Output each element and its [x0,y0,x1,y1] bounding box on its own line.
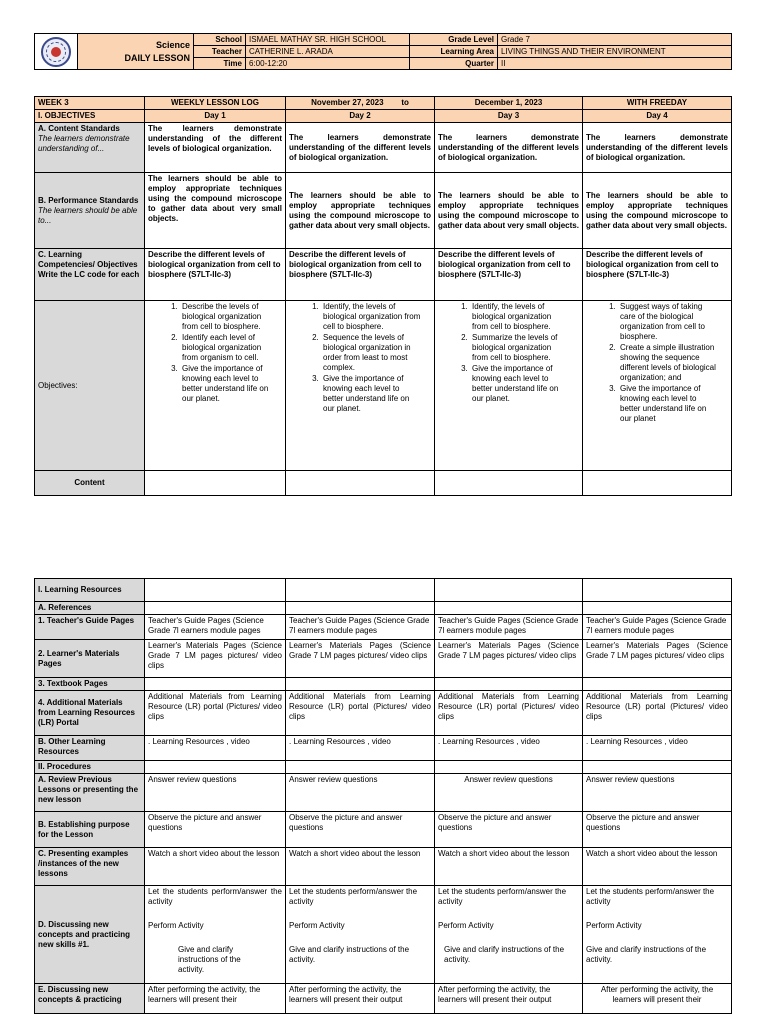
objectives-day-2 [286,301,435,471]
learners-materials-day-2: Learner's Materials Pages (Science Grade 7 LM pages pictures/ video clips [286,640,435,678]
discussing-day-4-line-2: Perform Activity [586,921,642,930]
area-value: LIVING THINGS AND THEIR ENVIRONMENT [498,46,732,58]
discussing-day-1-line-3: Give and clarify instructions of the activity. [178,945,241,974]
day-3-header: Day 3 [435,110,583,123]
list-item: 1. Identify, the levels of biological organization from cell to biosphere. [321,302,421,332]
discussing-day-2-line-3: Give and clarify instructions of the activity. [289,945,410,964]
grade-label: Grade Level [410,34,498,46]
learners-materials-day-3: Learner's Materials Pages (Science Grade 7 LM pages pictures/ video clips [435,640,583,678]
teachers-guide-day-2: Teacher's Guide Pages (Science Grade 7l earners module pages [286,615,435,640]
discussing-concepts-1-day-2 [286,886,435,984]
list-item: 3. Give the importance of knowing each level to better understand life on our planet. [321,374,421,414]
day-1-header: Day 1 [145,110,286,123]
discussing-day-1-line-2: Perform Activity [148,921,204,930]
teachers-guide-day-3: Teacher's Guide Pages (Science Grade 7l earners module pages [435,615,583,640]
review-lessons-day-2: Answer review questions [286,774,435,812]
school-label: School [194,34,246,46]
additional-materials-day-4: Additional Materials from Learning Resource (LR) portal (Pictures/ video clips [583,691,732,736]
performance-standards-day-1: The learners should be able to employ appropriate techniques using the compound microscope to gather data about very small objects. [145,173,286,249]
area-label: Learning Area [410,46,498,58]
list-item: 3. Give the importance of knowing each level to better understand life on our planet [618,384,718,424]
objectives-day-3-list [438,302,579,404]
time-label: Time [194,58,246,70]
content-standards-label-cell [35,123,145,173]
objectives-day-3 [435,301,583,471]
other-resources-day-2: . Learning Resources , video [286,736,435,761]
establishing-purpose-label: B. Establishing purpose for the Lesson [35,812,145,848]
performance-standards-day-2: The learners should be able to employ appropriate techniques using the compound microscope to gather data about very small objects. [286,173,435,249]
list-item: 2. Summarize the levels of biological organization from cell to biosphere. [470,333,569,363]
header-table [34,33,732,70]
discussing-day-3-line-3: Give and clarify instructions of the activity. [444,945,565,964]
content-standards-label: A. Content Standards [38,124,120,133]
list-item: 2. Identify each level of biological organization from organism to cell. [180,333,272,363]
discussing-concepts-1-day-3 [435,886,583,984]
other-resources-day-4: . Learning Resources , video [583,736,732,761]
presenting-examples-day-2: Watch a short video about the lesson [286,848,435,886]
list-item: 2. Create a simple illustration showing the sequence different levels of biological organization; and [618,343,718,383]
discussing-day-3-line-1: Let the students perform/answer the activity [438,887,567,906]
content-standards-day-4: The learners demonstrate understanding of the different levels of biological organization. [583,123,732,173]
performance-standards-sublabel: The learners should be able to... [38,205,138,225]
quarter-value: II [498,58,732,70]
subject-cell [78,34,194,70]
discussing-day-4-line-3: Give and clarify instructions of the activity. [586,945,707,964]
review-lessons-label: A. Review Previous Lessons or presenting the new lesson [35,774,145,812]
learners-materials-day-1: Learner's Materials Pages (Science Grade 7 LM pages pictures/ video clips [145,640,286,678]
log-note: WITH FREEDAY [583,97,732,110]
discussing-concepts-1-day-1 [145,886,286,984]
discussing-day-2-line-1: Let the students perform/answer the activity [289,887,418,906]
establishing-purpose-day-4: Observe the picture and answer questions [583,812,732,848]
content-day-3 [435,471,583,496]
objectives-heading: I. OBJECTIVES [35,110,145,123]
competencies-day-3: Describe the different levels of biological organization from cell to biosphere (S7LT-IIc-3) [435,249,583,301]
quarter-label: Quarter [410,58,498,70]
competencies-day-2: Describe the different levels of biological organization from cell to biosphere (S7LT-IIc-3) [286,249,435,301]
content-standards-day-2: The learners demonstrate understanding of the different levels of biological organization. [286,123,435,173]
establishing-purpose-day-3: Observe the picture and answer questions [435,812,583,848]
additional-materials-day-2: Additional Materials from Learning Resource (LR) portal (Pictures/ video clips [286,691,435,736]
additional-materials-day-1: Additional Materials from Learning Resource (LR) portal (Pictures/ video clips [145,691,286,736]
other-resources-label: B. Other Learning Resources [35,736,145,761]
presenting-examples-day-4: Watch a short video about the lesson [583,848,732,886]
review-lessons-day-4: Answer review questions [583,774,732,812]
date-start: November 27, 2023 to [286,97,435,110]
objectives-day-1 [145,301,286,471]
presenting-examples-label: C. Presenting examples /instances of the new lessons [35,848,145,886]
presenting-examples-day-3: Watch a short video about the lesson [435,848,583,886]
establishing-purpose-day-2: Observe the picture and answer questions [286,812,435,848]
list-item: 1. Identify, the levels of biological organization from cell to biosphere. [470,302,569,332]
competencies-label: C. Learning Competencies/ Objectives Write the LC code for each [35,249,145,301]
weekly-log-table [34,96,732,496]
teacher-label: Teacher [194,46,246,58]
performance-standards-label-cell [35,173,145,249]
content-standards-day-3: The learners demonstrate understanding of the different levels of biological organization. [435,123,583,173]
objectives-label: Objectives: [35,301,145,471]
list-item: 1. Suggest ways of taking care of the biological organization from cell to biosphere. [618,302,718,342]
subject-label: Science [155,39,190,50]
discussing-day-2-line-2: Perform Activity [289,921,345,930]
discussing-concepts-2-label: E. Discussing new concepts & practicing [35,984,145,1014]
presenting-examples-day-1: Watch a short video about the lesson [145,848,286,886]
references-heading: A. References [35,602,145,615]
discussing-concepts-2-day-1: After performing the activity, the learners will present their [145,984,286,1014]
performance-standards-label: B. Performance Standards [38,195,139,205]
day-4-header: Day 4 [583,110,732,123]
discussing-day-3-line-2: Perform Activity [438,921,494,930]
performance-standards-day-4: The learners should be able to employ appropriate techniques using the compound microscope to gather data about very small objects. [583,173,732,249]
other-resources-day-3: . Learning Resources , video [435,736,583,761]
discussing-concepts-2-day-2: After performing the activity, the learners will present their output [286,984,435,1014]
resources-procedures-table [34,578,732,1014]
content-day-1 [145,471,286,496]
discussing-concepts-2-day-4: After performing the activity, the learners will present their [583,984,732,1014]
objectives-day-4 [583,301,732,471]
learners-materials-label: 2. Learner's Materials Pages [35,640,145,678]
discussing-concepts-1-day-4 [583,886,732,984]
deped-seal-cell [35,34,78,70]
establishing-purpose-day-1: Observe the picture and answer questions [145,812,286,848]
teacher-value: CATHERINE L. ARADA [246,46,410,58]
teachers-guide-day-4: Teacher's Guide Pages (Science Grade 7l earners module pages [583,615,732,640]
content-label: Content [35,471,145,496]
list-item: 3. Give the importance of knowing each level to better understand life on our planet. [180,364,272,404]
competencies-day-1: Describe the different levels of biological organization from cell to biosphere (S7LT-IIc-3) [145,249,286,301]
list-item: 3. Give the importance of knowing each level to better understand life on our planet. [470,364,569,404]
deped-seal-icon [41,37,71,67]
additional-materials-day-3: Additional Materials from Learning Resource (LR) portal (Pictures/ video clips [435,691,583,736]
review-lessons-day-1: Answer review questions [145,774,286,812]
grade-value: Grade 7 [498,34,732,46]
list-item: 2. Sequence the levels of biological organization in order from least to most complex. [321,333,421,373]
objectives-day-1-list [148,302,282,404]
learning-resources-heading: I. Learning Resources [35,579,145,602]
week-label: WEEK 3 [35,97,145,110]
doc-type-label: DAILY LESSON [124,52,190,63]
learners-materials-day-4: Learner's Materials Pages (Science Grade 7 LM pages pictures/ video clips [583,640,732,678]
competencies-day-4: Describe the different levels of biological organization from cell to biosphere (S7LT-IIc-3) [583,249,732,301]
performance-standards-day-3: The learners should be able to employ appropriate techniques using the compound microscope to gather data about very small objects. [435,173,583,249]
additional-materials-label: 4. Additional Materials from Learning Resources (LR) Portal [35,691,145,736]
school-value: ISMAEL MATHAY SR. HIGH SCHOOL [246,34,410,46]
objectives-day-4-list [586,302,728,424]
content-day-2 [286,471,435,496]
content-standards-day-1: The learners demonstrate understanding of the different levels of biological organization. [145,123,286,173]
list-item: 1. Describe the levels of biological organization from cell to biosphere. [180,302,272,332]
log-title: WEEKLY LESSON LOG [145,97,286,110]
discussing-concepts-2-day-3: After performing the activity, the learners will present their output [435,984,583,1014]
teachers-guide-day-1: Teacher's Guide Pages (Science Grade 7l earners module pages [145,615,286,640]
procedures-heading: II. Procedures [35,761,145,774]
day-2-header: Day 2 [286,110,435,123]
teachers-guide-label: 1. Teacher's Guide Pages [35,615,145,640]
time-value: 6:00-12:20 [246,58,410,70]
textbook-pages-label: 3. Textbook Pages [35,678,145,691]
content-standards-sublabel: The learners demonstrate understanding of... [38,134,130,153]
discussing-concepts-1-label: D. Discussing new concepts and practicing new skills #1. [35,886,145,984]
other-resources-day-1: . Learning Resources , video [145,736,286,761]
content-day-4 [583,471,732,496]
discussing-day-1-line-1: Let the students perform/answer the activity [148,887,282,906]
date-end: December 1, 2023 [435,97,583,110]
discussing-day-4-line-1: Let the students perform/answer the activity [586,887,715,906]
objectives-day-2-list [289,302,431,414]
review-lessons-day-3: Answer review questions [435,774,583,812]
